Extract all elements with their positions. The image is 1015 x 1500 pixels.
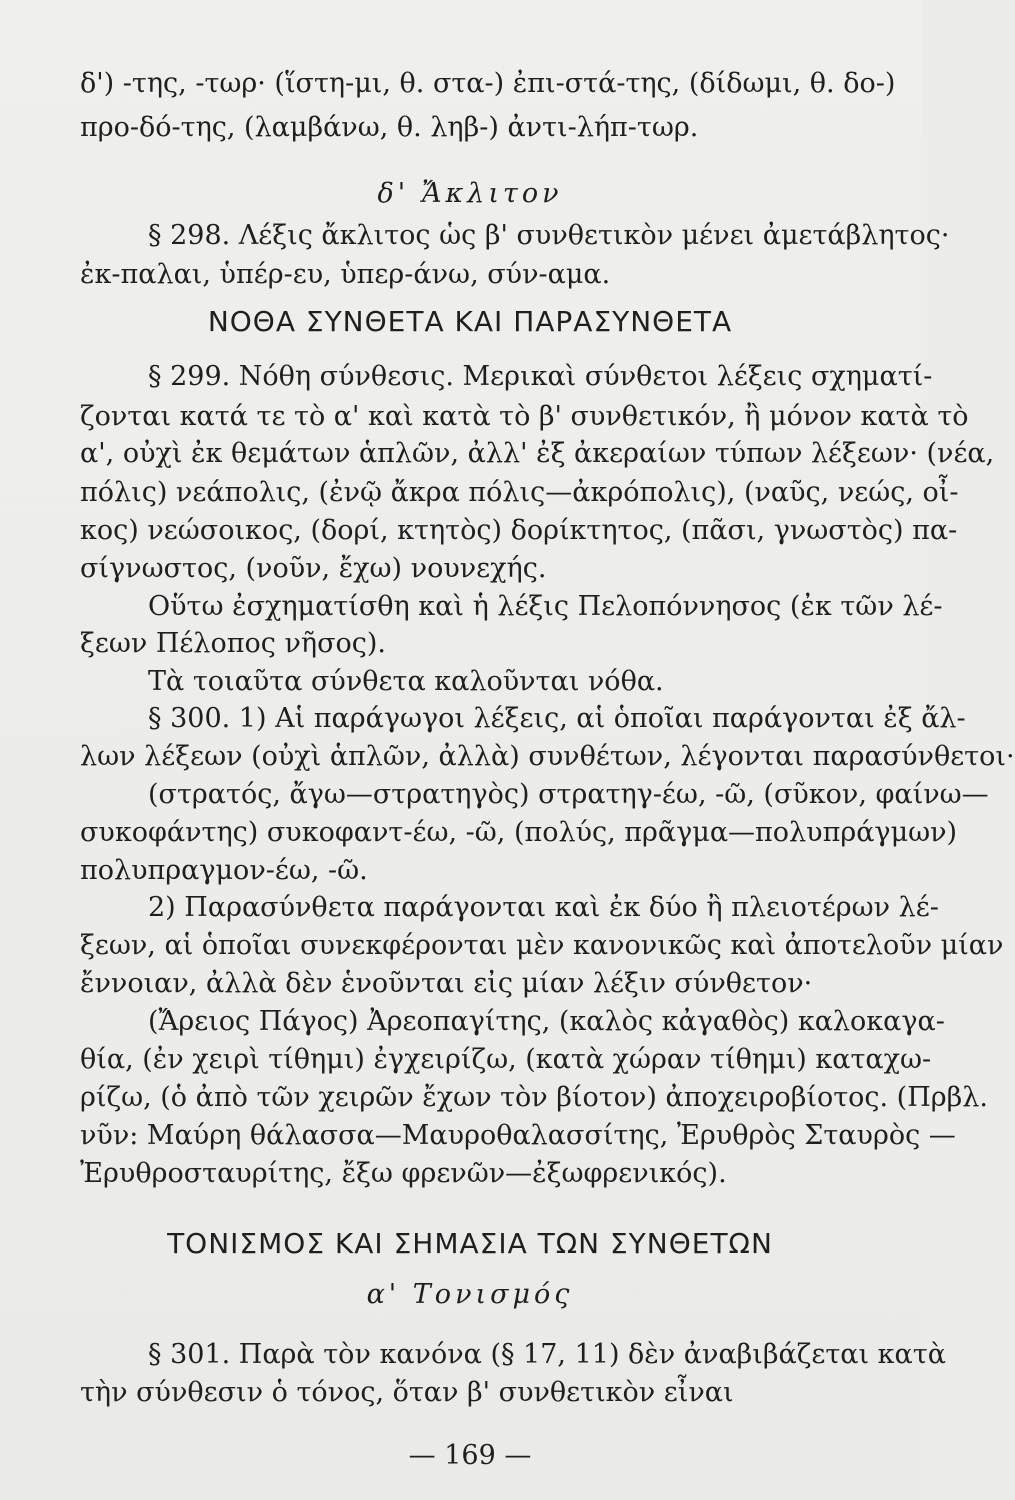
text-line: (στρατός, ἄγω—στρατηγὸς) στρατηγ-έω, -ῶ, (σῦκον, φαίνω—	[148, 779, 989, 810]
section-heading: ΝΟΘΑ ΣΥΝΘΕΤΑ ΚΑΙ ΠΑΡΑΣΥΝΘΕΤΑ	[207, 305, 733, 338]
text-line: (Ἄρειος Πάγος) Ἀρεοπαγίτης, (καλὸς κἀγαθὸς) καλοκαγα-	[148, 1006, 945, 1037]
text-line: Τὰ τοιαῦτα σύνθετα καλοῦνται νόθα.	[148, 666, 664, 697]
text-line: συκοφάντης) συκοφαντ-έω, -ῶ, (πολύς, πρᾶγμα—πολυπράγμων)	[80, 817, 958, 848]
text-line: ἔννοιαν, ἀλλὰ δὲν ἑνοῦνται εἰς μίαν λέξιν σύνθετον·	[80, 968, 813, 999]
text-line: σίγνωστος, (νοῦν, ἔχω) νουνεχής.	[80, 553, 547, 584]
text-line: α', οὐχὶ ἐκ θεμάτων ἁπλῶν, ἀλλ' ἐξ ἀκεραίων τύπων λέξεων· (νέα,	[80, 438, 995, 469]
text-line: δ') -της, -τωρ· (ἵστη-μι, θ. στα-) ἐπι-στά-της, (δίδωμι, θ. δο-)	[80, 68, 896, 99]
text-line: ζονται κατά τε τὸ α' καὶ κατὰ τὸ β' συνθετικόν, ἢ μόνον κατὰ τὸ	[80, 401, 969, 432]
text-line: Οὕτω ἐσχηματίσθη καὶ ἡ λέξις Πελοπόννησος (ἐκ τῶν λέ-	[148, 591, 943, 622]
subsection-heading: α' Τονισμός	[366, 1279, 574, 1310]
subsection-heading: δ' Ἄκλιτον	[377, 178, 563, 209]
text-line: θία, (ἐν χειρὶ τίθημι) ἐγχειρίζω, (κατὰ χώραν τίθημι) καταχω-	[80, 1044, 932, 1075]
text-line: § 299. Νόθη σύνθεσις. Μερικαὶ σύνθετοι λέξεις σχηματί-	[148, 361, 933, 392]
text-line: ἐκ-παλαι, ὑπέρ-ευ, ὑπερ-άνω, σύν-αμα.	[80, 259, 611, 290]
text-line: Ἐρυθροσταυρίτης, ἔξω φρενῶν—ἐξωφρενικός).	[80, 1158, 727, 1189]
text-line: ξεων Πέλοπος νῆσος).	[80, 628, 386, 659]
text-line: τὴν σύνθεσιν ὁ τόνος, ὅταν β' συνθετικὸν εἶναι	[80, 1377, 734, 1408]
text-line: λων λέξεων (οὐχὶ ἁπλῶν, ἀλλὰ) συνθέτων, λέγονται παρασύνθετοι·	[80, 741, 1015, 772]
text-line: πόλις) νεάπολις, (ἐνῷ ἄκρα πόλις—ἀκρόπολις), (ναῦς, νεώς, οἶ-	[80, 477, 959, 508]
text-line: πολυπραγμον-έω, -ῶ.	[80, 855, 368, 886]
section-heading: ΤΟΝΙΣΜΟΣ ΚΑΙ ΣΗΜΑΣΙΑ ΤΩΝ ΣΥΝΘΕΤΩΝ	[167, 1227, 773, 1260]
text-line: προ-δό-της, (λαμβάνω, θ. ληβ-) ἀντι-λήπ-τωρ.	[80, 112, 699, 143]
text-line: § 298. Λέξις ἄκλιτος ὡς β' συνθετικὸν μένει ἀμετάβλητος·	[148, 220, 950, 251]
text-line: νῦν: Μαύρη θάλασσα—Μαυροθαλασσίτης, Ἐρυθρὸς Σταυρὸς —	[80, 1120, 956, 1151]
text-line: ρίζω, (ὁ ἀπὸ τῶν χειρῶν ἔχων τὸν βίοτον) ἀποχειροβίοτος. (Πρβλ.	[80, 1082, 988, 1113]
text-line: § 301. Παρὰ τὸν κανόνα (§ 17, 11) δὲν ἀναβιβάζεται κατὰ	[148, 1339, 946, 1370]
text-line: § 300. 1) Αἱ παράγωγοι λέξεις, αἱ ὁποῖαι παράγονται ἐξ ἄλ-	[148, 703, 966, 734]
text-line: ξεων, αἱ ὁποῖαι συνεκφέρονται μὲν κανονικῶς καὶ ἀποτελοῦν μίαν	[80, 930, 1004, 961]
text-line: 2) Παρασύνθετα παράγονται καὶ ἐκ δύο ἢ πλειοτέρων λέ-	[148, 892, 939, 923]
text-line: κος) νεώσοικος, (δορί, κτητὸς) δορίκτητος, (πᾶσι, γνωστὸς) πα-	[80, 515, 958, 546]
page-number: — 169 —	[408, 1440, 532, 1471]
